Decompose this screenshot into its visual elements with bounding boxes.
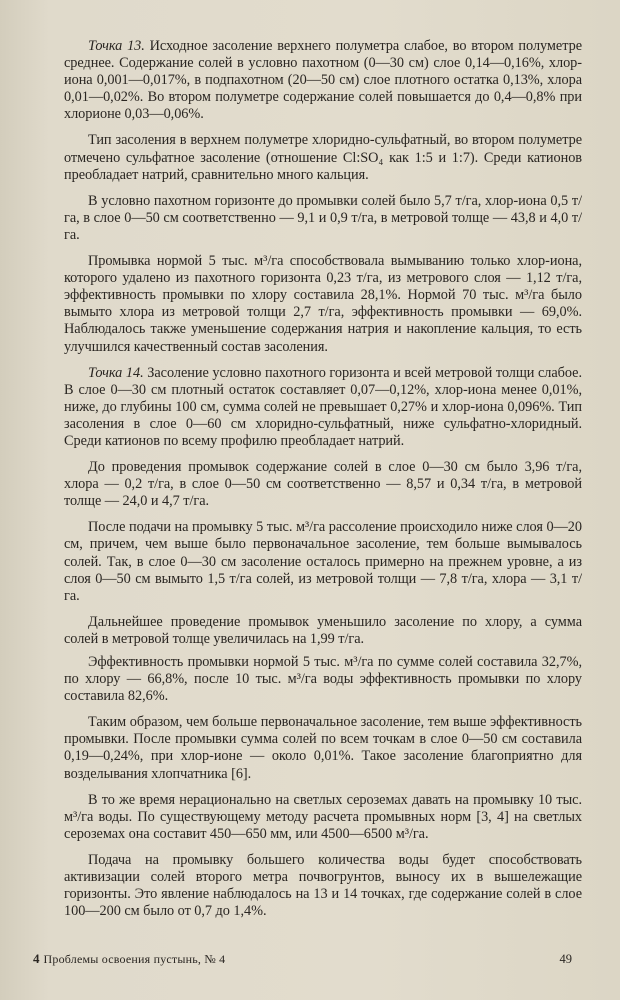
page-footer [33, 951, 572, 967]
body-text [64, 38, 582, 929]
paragraph: Промывка нормой 5 тыс. м³/га способствовала вымыванию только хлор-иона, которого удалено из пахотного горизонта 0,23 т/га, из метрового слоя — 1,12 т/га, эффективность промывки по хлору составила 28,1%. Нормой 70 тыс. м³/га было вымыто хлора из метровой толщи 2,7 т/га, эффективность промывки — 69,0%. Наблюдалось также уменьшение содержания натрия и накопление кальция, то есть улучшился качественный состав засоления. [64, 253, 582, 355]
paragraph: В условно пахотном горизонте до промывки солей было 5,7 т/га, хлор-иона 0,5 т/га, в слое 0—50 см соответственно — 9,1 и 0,9 т/га, в метровой толще — 43,8 и 4,0 т/га. [64, 192, 582, 243]
paragraph: До проведения промывок содержание солей в слое 0—30 см было 3,96 т/га, хлора — 0,2 т/га, в слое 0—50 см соответственно — 8,57 и 0,34 т/га, в метровой толще — 24,0 и 4,7 т/га. [64, 459, 582, 510]
paragraph: Таким образом, чем больше первоначальное засоление, тем выше эффективность промывки. После промывки сумма солей по всем точкам в слое 0—50 см составила 0,19—0,24%, при хлор-ионе — около 0,01%. Такое засоление благоприятно для возделывания хлопчатника [6]. [64, 714, 582, 782]
paragraph-point-14: Точка 14. Засоление условно пахотного горизонта и всей метровой толщи слабое. В слое 0—30 см плотный остаток составляет 0,07—0,12%, хлор-иона менее 0,01%, ниже, до глубины 100 см, сумма солей не превышает 0,27% и хлор-иона 0,096%. Тип засоления в слое 0—60 см хлоридно-сульфатный, ниже сульфатно-хлоридный. Среди катионов по всему профилю преобладает натрий. [64, 364, 582, 449]
paragraph: В то же время нерационально на светлых сероземах давать на промывку 10 тыс. м³/га воды. По существующему методу расчета промывных норм [3, 4] на светлых сероземах она составит 450—650 мм, или 4500—6500 м³/га. [64, 791, 582, 842]
journal-title: Проблемы освоения пустынь, № 4 [43, 952, 226, 966]
paragraph: После подачи на промывку 5 тыс. м³/га рассоление происходило ниже слоя 0—20 см, причем, чем выше было первоначальное засоление, тем больше вымывалось солей. Так, в слое 0—30 см засоление осталось примерно на прежнем уровне, а из слоя 0—50 см вымыто 1,5 т/га солей, из метровой толщи — 7,8 т/га, хлора — 3,1 т/га. [64, 519, 582, 604]
point-heading: Точка 13. [88, 38, 145, 54]
page-number: 49 [559, 952, 572, 966]
paragraph: Подача на промывку большего количества воды будет способствовать активизации солей второго метра почвогрунтов, выносу их в вышележащие горизонты. Это явление наблюдалось на 13 и 14 точках, где содержание солей в слое 100—200 см было от 0,7 до 1,4%. [64, 851, 582, 920]
paragraph: Тип засоления в верхнем полуметре хлоридно-сульфатный, во втором полуметре отмечено сульфатное засоление (отношение Cl:SO₄ как 1:5 и 1:7). Среди катионов преобладает натрий, сравнительно много кальция. [64, 132, 582, 183]
signature-mark: 4 [33, 951, 40, 966]
point-heading: Точка 14. [88, 364, 144, 381]
footer-journal [33, 951, 225, 967]
paragraph: Эффективность промывки нормой 5 тыс. м³/га по сумме солей составила 32,7%, по хлору — 66,8%, после 10 тыс. м³/га воды эффективность промывки по хлору составила 82,6%. [64, 654, 582, 705]
paragraph: Дальнейшее проведение промывок уменьшило засоление по хлору, а сумма солей в метровой толще увеличилась на 1,99 т/га. [64, 613, 582, 647]
paragraph-point-13: Точка 13. Исходное засоление верхнего полуметра слабое, во втором полуметре среднее. Содержание солей в условно пахотном (0—30 см) слое 0,14—0,16%, хлор-иона 0,001—0,017%, в подпахотном (20—50 см) слое плотного остатка 0,13%, хлора 0,01—0,02%. Во втором полуметре содержание солей повышается до 0,4—0,8% при хлорионе 0,03—0,06%. [64, 38, 582, 123]
